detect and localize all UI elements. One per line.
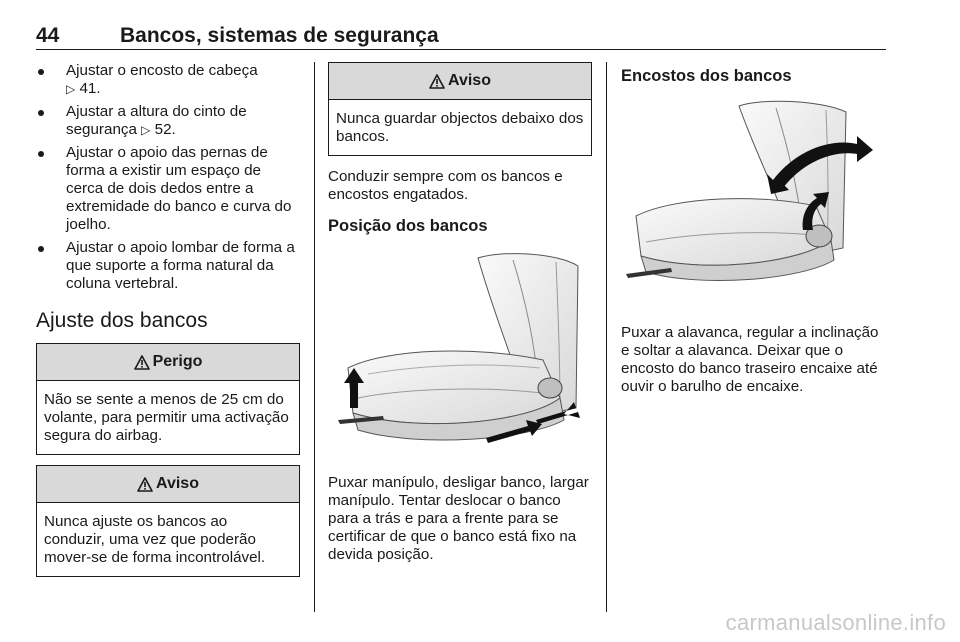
list-item: [36, 62, 300, 98]
header-title: Bancos, sistemas de segurança: [120, 24, 439, 47]
list-item-text: Ajustar o apoio lombar de forma a que suporte a forma natural da coluna vertebral.: [66, 239, 295, 292]
section-title: Ajuste dos bancos: [36, 309, 208, 332]
seat-backrest-drawing: [621, 98, 885, 308]
warning-triangle-icon: [137, 477, 153, 492]
warning-box-title: Aviso: [156, 475, 199, 492]
warning-box-header: [329, 63, 591, 100]
column-divider: [314, 62, 315, 612]
column-middle: [328, 62, 592, 564]
warning-triangle-icon: [429, 74, 445, 89]
cross-reference-page[interactable]: 41.: [79, 80, 101, 97]
column-right: [621, 62, 887, 396]
danger-box: [36, 343, 300, 455]
danger-box-body: Não se sente a menos de 25 cm do volante, para permitir uma activação segura do airbag.: [44, 391, 289, 444]
seat-position-drawing: [328, 248, 592, 462]
danger-box-title: Perigo: [152, 353, 203, 370]
list-item: [36, 103, 300, 139]
seat-backrest-illustration: [621, 98, 885, 308]
column-divider: [606, 62, 607, 612]
list-item-text: Ajustar o apoio das pernas de forma a existir um espaço de cerca de dois dedos entre a extremidade do banco e curva do joelho.: [66, 144, 292, 233]
warning-box-header: [37, 466, 299, 503]
subsection-title: Posição dos bancos: [328, 217, 488, 235]
bullet-icon: [38, 69, 44, 75]
warning-box: [328, 62, 592, 156]
cross-reference-icon: ▷: [66, 82, 76, 96]
list-item-text: Ajustar a altura do cinto de segurança: [66, 103, 247, 138]
bullet-icon: [38, 151, 44, 157]
bullet-list: [36, 62, 300, 293]
list-item: [36, 144, 300, 234]
list-item-text: Ajustar o encosto de cabeça: [66, 62, 258, 79]
warning-triangle-icon: [134, 355, 150, 370]
illustration-caption: Puxar manípulo, desligar banco, largar manípulo. Tentar deslocar o banco para a trás e para a frente para se certificar de que o banco está fixo na devida posição.: [328, 474, 589, 563]
page-header: [36, 24, 886, 50]
warning-box-title: Aviso: [448, 72, 491, 89]
cross-reference-icon: ▷: [141, 123, 151, 137]
list-item: [36, 239, 300, 293]
bullet-icon: [38, 110, 44, 116]
page-number: 44: [36, 24, 60, 47]
warning-box-body: Nunca ajuste os bancos ao conduzir, uma vez que poderão mover-se de forma incontrolável.: [44, 513, 266, 566]
subsection-title: Encostos dos bancos: [621, 67, 792, 85]
warning-box-body: Nunca guardar objectos debaixo dos bancos.: [336, 110, 584, 145]
danger-box-header: [37, 344, 299, 381]
watermark: carmanualsonline.info: [725, 610, 946, 635]
illustration-caption: Puxar a alavanca, regular a inclinação e soltar a alavanca. Deixar que o encosto do banco traseiro encaixe até ouvir o barulho de encaixe.: [621, 324, 879, 395]
warning-box: [36, 465, 300, 577]
seat-position-illustration: [328, 248, 592, 462]
bullet-icon: [38, 246, 44, 252]
column-left: [36, 62, 300, 587]
paragraph: Conduzir sempre com os bancos e encostos engatados.: [328, 168, 563, 203]
cross-reference-page[interactable]: 52.: [154, 121, 176, 138]
